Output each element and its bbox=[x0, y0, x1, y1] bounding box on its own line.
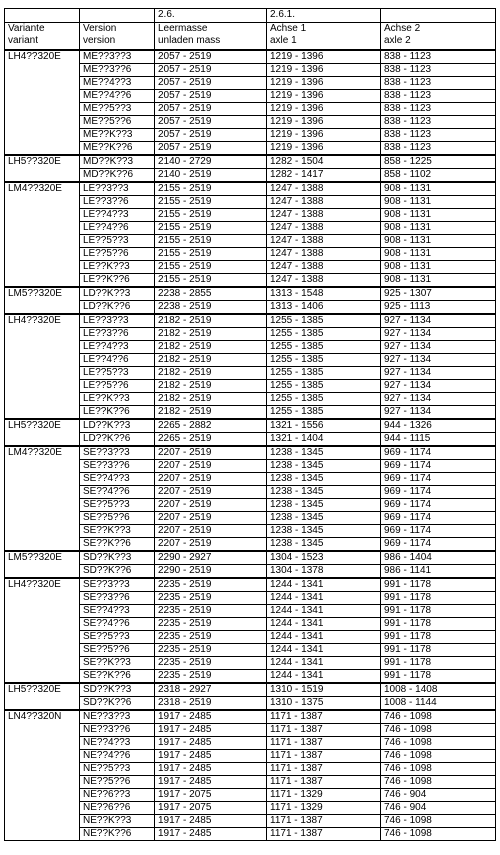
axle-2-cell: 969 - 1174 bbox=[381, 525, 496, 538]
version-cell: LE??4??3 bbox=[80, 209, 155, 222]
unladen-mass-cell: 2182 - 2519 bbox=[155, 328, 267, 341]
axle-1-cell: 1219 - 1396 bbox=[267, 77, 381, 90]
axle-2-cell: 927 - 1134 bbox=[381, 406, 496, 420]
version-cell: ME??4??3 bbox=[80, 77, 155, 90]
variant-cell: LH5??320E bbox=[5, 419, 80, 446]
axle-1-cell: 1171 - 1387 bbox=[267, 724, 381, 737]
axle-1-cell: 1171 - 1387 bbox=[267, 763, 381, 776]
axle-2-cell: 908 - 1131 bbox=[381, 182, 496, 196]
axle-1-cell: 1244 - 1341 bbox=[267, 670, 381, 684]
version-cell: LE??K??6 bbox=[80, 274, 155, 288]
version-cell: SE??K??3 bbox=[80, 525, 155, 538]
axle-1-cell: 1282 - 1417 bbox=[267, 169, 381, 183]
section-number-cell: 2.6. bbox=[155, 9, 267, 23]
version-cell: ME??3??6 bbox=[80, 64, 155, 77]
version-cell: LE??5??6 bbox=[80, 248, 155, 261]
axle-1-cell: 1247 - 1388 bbox=[267, 209, 381, 222]
axle-1-cell: 1244 - 1341 bbox=[267, 592, 381, 605]
unladen-mass-cell: 2182 - 2519 bbox=[155, 367, 267, 380]
section-number-row bbox=[5, 9, 496, 23]
unladen-mass-cell: 2182 - 2519 bbox=[155, 380, 267, 393]
axle-2-cell: 991 - 1178 bbox=[381, 605, 496, 618]
axle-1-cell: 1255 - 1385 bbox=[267, 354, 381, 367]
unladen-mass-cell: 1917 - 2485 bbox=[155, 710, 267, 724]
unladen-mass-cell: 2057 - 2519 bbox=[155, 90, 267, 103]
unladen-mass-cell: 2182 - 2519 bbox=[155, 393, 267, 406]
axle-2-cell: 991 - 1178 bbox=[381, 618, 496, 631]
version-cell: SE??5??6 bbox=[80, 644, 155, 657]
version-cell: SE??K??6 bbox=[80, 670, 155, 684]
table-row bbox=[5, 446, 496, 460]
version-cell: SD??K??6 bbox=[80, 565, 155, 579]
axle-1-cell: 1321 - 1404 bbox=[267, 433, 381, 447]
unladen-mass-cell: 2207 - 2519 bbox=[155, 486, 267, 499]
unladen-mass-cell: 2155 - 2519 bbox=[155, 248, 267, 261]
axle-2-cell: 969 - 1174 bbox=[381, 512, 496, 525]
header-label-de: Leermasse bbox=[158, 23, 208, 34]
axle-1-cell: 1304 - 1378 bbox=[267, 565, 381, 579]
axle-2-cell: 908 - 1131 bbox=[381, 196, 496, 209]
axle-1-cell: 1310 - 1375 bbox=[267, 697, 381, 711]
axle-2-cell: 838 - 1123 bbox=[381, 129, 496, 142]
unladen-mass-cell: 2235 - 2519 bbox=[155, 631, 267, 644]
axle-1-cell: 1171 - 1387 bbox=[267, 776, 381, 789]
axle-2-cell: 969 - 1174 bbox=[381, 486, 496, 499]
version-cell: NE??6??6 bbox=[80, 802, 155, 815]
variant-cell: LH4??320E bbox=[5, 50, 80, 155]
axle-1-cell: 1255 - 1385 bbox=[267, 406, 381, 420]
version-cell: SE??4??6 bbox=[80, 618, 155, 631]
version-cell: SE??4??6 bbox=[80, 486, 155, 499]
header-label-de: Variante bbox=[8, 23, 45, 34]
axle-1-cell: 1255 - 1385 bbox=[267, 380, 381, 393]
version-cell: LE??4??3 bbox=[80, 341, 155, 354]
version-cell: MD??K??6 bbox=[80, 169, 155, 183]
axle-2-cell: 838 - 1123 bbox=[381, 90, 496, 103]
header-label-de: Achse 1 bbox=[270, 23, 307, 34]
table-row bbox=[5, 710, 496, 724]
axle-2-cell: 908 - 1131 bbox=[381, 222, 496, 235]
axle-2-cell: 986 - 1404 bbox=[381, 551, 496, 565]
section-number-cell bbox=[5, 9, 80, 23]
table-row bbox=[5, 287, 496, 301]
axle-2-cell: 908 - 1131 bbox=[381, 235, 496, 248]
unladen-mass-cell: 2318 - 2519 bbox=[155, 697, 267, 711]
unladen-mass-cell: 2182 - 2519 bbox=[155, 406, 267, 420]
axle-2-cell: 969 - 1174 bbox=[381, 460, 496, 473]
variant-cell: LM4??320E bbox=[5, 182, 80, 287]
version-cell: LE??5??6 bbox=[80, 380, 155, 393]
version-cell: SE??5??6 bbox=[80, 512, 155, 525]
axle-2-cell: 986 - 1141 bbox=[381, 565, 496, 579]
axle-1-cell: 1310 - 1519 bbox=[267, 683, 381, 697]
version-cell: SE??3??6 bbox=[80, 460, 155, 473]
axle-1-cell: 1282 - 1504 bbox=[267, 155, 381, 169]
axle-1-cell: 1238 - 1345 bbox=[267, 499, 381, 512]
section-number-cell: 2.6.1. bbox=[267, 9, 381, 23]
axle-2-cell: 969 - 1174 bbox=[381, 499, 496, 512]
axle-2-cell: 746 - 904 bbox=[381, 802, 496, 815]
version-cell: LE??K??6 bbox=[80, 406, 155, 420]
axle-1-cell: 1244 - 1341 bbox=[267, 631, 381, 644]
table-row bbox=[5, 314, 496, 328]
axle-1-cell: 1244 - 1341 bbox=[267, 578, 381, 592]
version-cell: LE??K??3 bbox=[80, 393, 155, 406]
unladen-mass-cell: 2207 - 2519 bbox=[155, 446, 267, 460]
unladen-mass-cell: 2182 - 2519 bbox=[155, 354, 267, 367]
axle-2-cell: 746 - 1098 bbox=[381, 763, 496, 776]
axle-1-cell: 1238 - 1345 bbox=[267, 486, 381, 499]
axle-2-cell: 991 - 1178 bbox=[381, 644, 496, 657]
version-cell: LD??K??3 bbox=[80, 287, 155, 301]
unladen-mass-cell: 2140 - 2729 bbox=[155, 155, 267, 169]
axle-2-cell: 927 - 1134 bbox=[381, 354, 496, 367]
axle-1-cell: 1171 - 1387 bbox=[267, 828, 381, 841]
unladen-mass-cell: 2155 - 2519 bbox=[155, 274, 267, 288]
unladen-mass-cell: 2057 - 2519 bbox=[155, 64, 267, 77]
axle-1-cell: 1247 - 1388 bbox=[267, 222, 381, 235]
version-cell: SE??3??3 bbox=[80, 578, 155, 592]
axle-1-cell: 1238 - 1345 bbox=[267, 446, 381, 460]
axle-2-cell: 838 - 1123 bbox=[381, 116, 496, 129]
unladen-mass-cell: 1917 - 2075 bbox=[155, 789, 267, 802]
unladen-mass-cell: 1917 - 2485 bbox=[155, 815, 267, 828]
version-cell: NE??5??3 bbox=[80, 763, 155, 776]
axle-2-cell: 746 - 1098 bbox=[381, 750, 496, 763]
axle-2-cell: 1008 - 1144 bbox=[381, 697, 496, 711]
axle-2-cell: 746 - 1098 bbox=[381, 710, 496, 724]
unladen-mass-cell: 2182 - 2519 bbox=[155, 314, 267, 328]
unladen-mass-cell: 2057 - 2519 bbox=[155, 50, 267, 64]
version-cell: ME??3??3 bbox=[80, 50, 155, 64]
version-cell: ME??K??3 bbox=[80, 129, 155, 142]
header-label-en: variant bbox=[8, 35, 39, 46]
axle-2-cell: 927 - 1134 bbox=[381, 314, 496, 328]
axle-1-cell: 1244 - 1341 bbox=[267, 657, 381, 670]
version-cell: SE??3??6 bbox=[80, 592, 155, 605]
version-cell: ME??5??3 bbox=[80, 103, 155, 116]
version-cell: NE??3??3 bbox=[80, 710, 155, 724]
axle-2-cell: 908 - 1131 bbox=[381, 209, 496, 222]
axle-2-cell: 838 - 1123 bbox=[381, 142, 496, 156]
version-cell: LE??3??6 bbox=[80, 196, 155, 209]
table-body bbox=[5, 50, 496, 841]
axle-2-cell: 991 - 1178 bbox=[381, 578, 496, 592]
axle-1-cell: 1313 - 1548 bbox=[267, 287, 381, 301]
variant-cell: LM5??320E bbox=[5, 551, 80, 578]
axle-2-cell: 1008 - 1408 bbox=[381, 683, 496, 697]
unladen-mass-cell: 1917 - 2485 bbox=[155, 750, 267, 763]
axle-2-cell: 858 - 1225 bbox=[381, 155, 496, 169]
axle-2-cell: 858 - 1102 bbox=[381, 169, 496, 183]
axle-1-cell: 1247 - 1388 bbox=[267, 274, 381, 288]
axle-2-cell: 969 - 1174 bbox=[381, 446, 496, 460]
version-cell: LD??K??6 bbox=[80, 433, 155, 447]
axle-1-cell: 1247 - 1388 bbox=[267, 261, 381, 274]
unladen-mass-cell: 2235 - 2519 bbox=[155, 670, 267, 684]
axle-2-cell: 838 - 1123 bbox=[381, 77, 496, 90]
version-cell: NE??5??6 bbox=[80, 776, 155, 789]
header-label-de: Achse 2 bbox=[384, 23, 421, 34]
unladen-mass-cell: 2290 - 2519 bbox=[155, 565, 267, 579]
axle-2-cell: 925 - 1307 bbox=[381, 287, 496, 301]
variant-cell: LH4??320E bbox=[5, 314, 80, 419]
unladen-mass-cell: 1917 - 2075 bbox=[155, 802, 267, 815]
version-cell: SE??K??6 bbox=[80, 538, 155, 552]
axle-2-cell: 925 - 1113 bbox=[381, 301, 496, 315]
axle-2-cell: 838 - 1123 bbox=[381, 64, 496, 77]
mass-table bbox=[4, 8, 496, 841]
variant-cell: LH5??320E bbox=[5, 155, 80, 182]
axle-1-cell: 1171 - 1387 bbox=[267, 815, 381, 828]
axle-2-cell: 746 - 1098 bbox=[381, 737, 496, 750]
unladen-mass-cell: 2235 - 2519 bbox=[155, 592, 267, 605]
axle-2-cell: 746 - 1098 bbox=[381, 776, 496, 789]
version-cell: SD??K??6 bbox=[80, 697, 155, 711]
axle-2-cell: 991 - 1178 bbox=[381, 657, 496, 670]
axle-1-cell: 1171 - 1387 bbox=[267, 750, 381, 763]
version-cell: MD??K??3 bbox=[80, 155, 155, 169]
header-variant bbox=[5, 23, 80, 51]
unladen-mass-cell: 2182 - 2519 bbox=[155, 341, 267, 354]
variant-cell: LM5??320E bbox=[5, 287, 80, 314]
table-row bbox=[5, 182, 496, 196]
version-cell: SE??K??3 bbox=[80, 657, 155, 670]
unladen-mass-cell: 2207 - 2519 bbox=[155, 525, 267, 538]
axle-2-cell: 944 - 1115 bbox=[381, 433, 496, 447]
version-cell: SE??3??3 bbox=[80, 446, 155, 460]
unladen-mass-cell: 2140 - 2519 bbox=[155, 169, 267, 183]
header-label-en: version bbox=[83, 35, 116, 46]
axle-2-cell: 927 - 1134 bbox=[381, 380, 496, 393]
axle-1-cell: 1238 - 1345 bbox=[267, 473, 381, 486]
unladen-mass-cell: 2207 - 2519 bbox=[155, 499, 267, 512]
unladen-mass-cell: 2235 - 2519 bbox=[155, 578, 267, 592]
axle-2-cell: 838 - 1123 bbox=[381, 50, 496, 64]
axle-1-cell: 1171 - 1329 bbox=[267, 789, 381, 802]
unladen-mass-cell: 2057 - 2519 bbox=[155, 142, 267, 156]
unladen-mass-cell: 1917 - 2485 bbox=[155, 776, 267, 789]
section-number-cell bbox=[80, 9, 155, 23]
version-cell: LE??3??6 bbox=[80, 328, 155, 341]
unladen-mass-cell: 2318 - 2927 bbox=[155, 683, 267, 697]
table-row bbox=[5, 50, 496, 64]
version-cell: SE??4??3 bbox=[80, 473, 155, 486]
axle-2-cell: 969 - 1174 bbox=[381, 538, 496, 552]
axle-1-cell: 1247 - 1388 bbox=[267, 182, 381, 196]
axle-2-cell: 927 - 1134 bbox=[381, 341, 496, 354]
header-label-en: axle 2 bbox=[384, 35, 411, 46]
unladen-mass-cell: 1917 - 2485 bbox=[155, 763, 267, 776]
variant-cell: LN4??320N bbox=[5, 710, 80, 841]
version-cell: ME??4??6 bbox=[80, 90, 155, 103]
table-row bbox=[5, 683, 496, 697]
variant-cell: LM4??320E bbox=[5, 446, 80, 551]
axle-2-cell: 991 - 1178 bbox=[381, 670, 496, 684]
unladen-mass-cell: 2290 - 2927 bbox=[155, 551, 267, 565]
axle-1-cell: 1219 - 1396 bbox=[267, 142, 381, 156]
unladen-mass-cell: 1917 - 2485 bbox=[155, 737, 267, 750]
axle-1-cell: 1219 - 1396 bbox=[267, 116, 381, 129]
axle-1-cell: 1219 - 1396 bbox=[267, 64, 381, 77]
axle-2-cell: 944 - 1326 bbox=[381, 419, 496, 433]
version-cell: LE??5??3 bbox=[80, 367, 155, 380]
axle-1-cell: 1171 - 1387 bbox=[267, 710, 381, 724]
axle-1-cell: 1171 - 1387 bbox=[267, 737, 381, 750]
unladen-mass-cell: 2207 - 2519 bbox=[155, 512, 267, 525]
header-unladen-mass bbox=[155, 23, 267, 51]
header-label-en: axle 1 bbox=[270, 35, 297, 46]
axle-1-cell: 1238 - 1345 bbox=[267, 525, 381, 538]
unladen-mass-cell: 2207 - 2519 bbox=[155, 460, 267, 473]
version-cell: LE??5??3 bbox=[80, 235, 155, 248]
version-cell: ME??5??6 bbox=[80, 116, 155, 129]
axle-1-cell: 1255 - 1385 bbox=[267, 328, 381, 341]
axle-1-cell: 1219 - 1396 bbox=[267, 90, 381, 103]
axle-1-cell: 1255 - 1385 bbox=[267, 367, 381, 380]
axle-2-cell: 908 - 1131 bbox=[381, 248, 496, 261]
axle-1-cell: 1247 - 1388 bbox=[267, 235, 381, 248]
axle-1-cell: 1171 - 1329 bbox=[267, 802, 381, 815]
axle-2-cell: 969 - 1174 bbox=[381, 473, 496, 486]
unladen-mass-cell: 2057 - 2519 bbox=[155, 103, 267, 116]
unladen-mass-cell: 2155 - 2519 bbox=[155, 182, 267, 196]
version-cell: NE??K??6 bbox=[80, 828, 155, 841]
axle-1-cell: 1313 - 1406 bbox=[267, 301, 381, 315]
unladen-mass-cell: 2238 - 2855 bbox=[155, 287, 267, 301]
unladen-mass-cell: 2155 - 2519 bbox=[155, 209, 267, 222]
unladen-mass-cell: 2057 - 2519 bbox=[155, 129, 267, 142]
version-cell: LE??K??3 bbox=[80, 261, 155, 274]
unladen-mass-cell: 2155 - 2519 bbox=[155, 222, 267, 235]
version-cell: NE??6??3 bbox=[80, 789, 155, 802]
axle-1-cell: 1255 - 1385 bbox=[267, 341, 381, 354]
unladen-mass-cell: 2235 - 2519 bbox=[155, 644, 267, 657]
axle-2-cell: 746 - 1098 bbox=[381, 724, 496, 737]
axle-1-cell: 1219 - 1396 bbox=[267, 129, 381, 142]
table-row bbox=[5, 419, 496, 433]
table-row bbox=[5, 551, 496, 565]
unladen-mass-cell: 2155 - 2519 bbox=[155, 261, 267, 274]
version-cell: LE??4??6 bbox=[80, 354, 155, 367]
version-cell: LE??3??3 bbox=[80, 182, 155, 196]
version-cell: SD??K??3 bbox=[80, 683, 155, 697]
version-cell: LD??K??3 bbox=[80, 419, 155, 433]
section-number-cell bbox=[381, 9, 496, 23]
unladen-mass-cell: 2238 - 2519 bbox=[155, 301, 267, 315]
version-cell: SE??4??3 bbox=[80, 605, 155, 618]
header-axle-1 bbox=[267, 23, 381, 51]
unladen-mass-cell: 2155 - 2519 bbox=[155, 235, 267, 248]
version-cell: SE??5??3 bbox=[80, 631, 155, 644]
axle-1-cell: 1219 - 1396 bbox=[267, 50, 381, 64]
axle-1-cell: 1321 - 1556 bbox=[267, 419, 381, 433]
version-cell: NE??4??6 bbox=[80, 750, 155, 763]
axle-2-cell: 927 - 1134 bbox=[381, 328, 496, 341]
table-row bbox=[5, 155, 496, 169]
axle-2-cell: 746 - 1098 bbox=[381, 815, 496, 828]
variant-cell: LH5??320E bbox=[5, 683, 80, 710]
version-cell: NE??3??6 bbox=[80, 724, 155, 737]
axle-1-cell: 1238 - 1345 bbox=[267, 512, 381, 525]
axle-1-cell: 1219 - 1396 bbox=[267, 103, 381, 116]
unladen-mass-cell: 2235 - 2519 bbox=[155, 657, 267, 670]
axle-2-cell: 838 - 1123 bbox=[381, 103, 496, 116]
unladen-mass-cell: 2155 - 2519 bbox=[155, 196, 267, 209]
version-cell: LE??4??6 bbox=[80, 222, 155, 235]
version-cell: LE??3??3 bbox=[80, 314, 155, 328]
axle-2-cell: 927 - 1134 bbox=[381, 367, 496, 380]
mass-table-sheet bbox=[4, 8, 496, 841]
axle-1-cell: 1247 - 1388 bbox=[267, 248, 381, 261]
version-cell: SD??K??3 bbox=[80, 551, 155, 565]
axle-1-cell: 1244 - 1341 bbox=[267, 644, 381, 657]
axle-2-cell: 908 - 1131 bbox=[381, 274, 496, 288]
axle-1-cell: 1255 - 1385 bbox=[267, 393, 381, 406]
axle-2-cell: 927 - 1134 bbox=[381, 393, 496, 406]
table-row bbox=[5, 578, 496, 592]
version-cell: LD??K??6 bbox=[80, 301, 155, 315]
axle-2-cell: 991 - 1178 bbox=[381, 592, 496, 605]
unladen-mass-cell: 2265 - 2519 bbox=[155, 433, 267, 447]
axle-2-cell: 908 - 1131 bbox=[381, 261, 496, 274]
axle-2-cell: 991 - 1178 bbox=[381, 631, 496, 644]
axle-2-cell: 746 - 904 bbox=[381, 789, 496, 802]
axle-1-cell: 1238 - 1345 bbox=[267, 538, 381, 552]
unladen-mass-cell: 2057 - 2519 bbox=[155, 116, 267, 129]
version-cell: SE??5??3 bbox=[80, 499, 155, 512]
unladen-mass-cell: 2235 - 2519 bbox=[155, 618, 267, 631]
header-axle-2 bbox=[381, 23, 496, 51]
unladen-mass-cell: 2235 - 2519 bbox=[155, 605, 267, 618]
header-label-en: unladen mass bbox=[158, 35, 221, 46]
header-label-de: Version bbox=[83, 23, 117, 34]
axle-1-cell: 1244 - 1341 bbox=[267, 618, 381, 631]
version-cell: ME??K??6 bbox=[80, 142, 155, 156]
axle-1-cell: 1304 - 1523 bbox=[267, 551, 381, 565]
unladen-mass-cell: 1917 - 2485 bbox=[155, 724, 267, 737]
axle-1-cell: 1247 - 1388 bbox=[267, 196, 381, 209]
axle-1-cell: 1255 - 1385 bbox=[267, 314, 381, 328]
column-header-row bbox=[5, 23, 496, 51]
unladen-mass-cell: 2057 - 2519 bbox=[155, 77, 267, 90]
variant-cell: LH4??320E bbox=[5, 578, 80, 683]
axle-1-cell: 1244 - 1341 bbox=[267, 605, 381, 618]
unladen-mass-cell: 2207 - 2519 bbox=[155, 538, 267, 552]
version-cell: NE??4??3 bbox=[80, 737, 155, 750]
version-cell: NE??K??3 bbox=[80, 815, 155, 828]
axle-1-cell: 1238 - 1345 bbox=[267, 460, 381, 473]
axle-2-cell: 746 - 1098 bbox=[381, 828, 496, 841]
header-version bbox=[80, 23, 155, 51]
unladen-mass-cell: 2265 - 2882 bbox=[155, 419, 267, 433]
unladen-mass-cell: 1917 - 2485 bbox=[155, 828, 267, 841]
unladen-mass-cell: 2207 - 2519 bbox=[155, 473, 267, 486]
